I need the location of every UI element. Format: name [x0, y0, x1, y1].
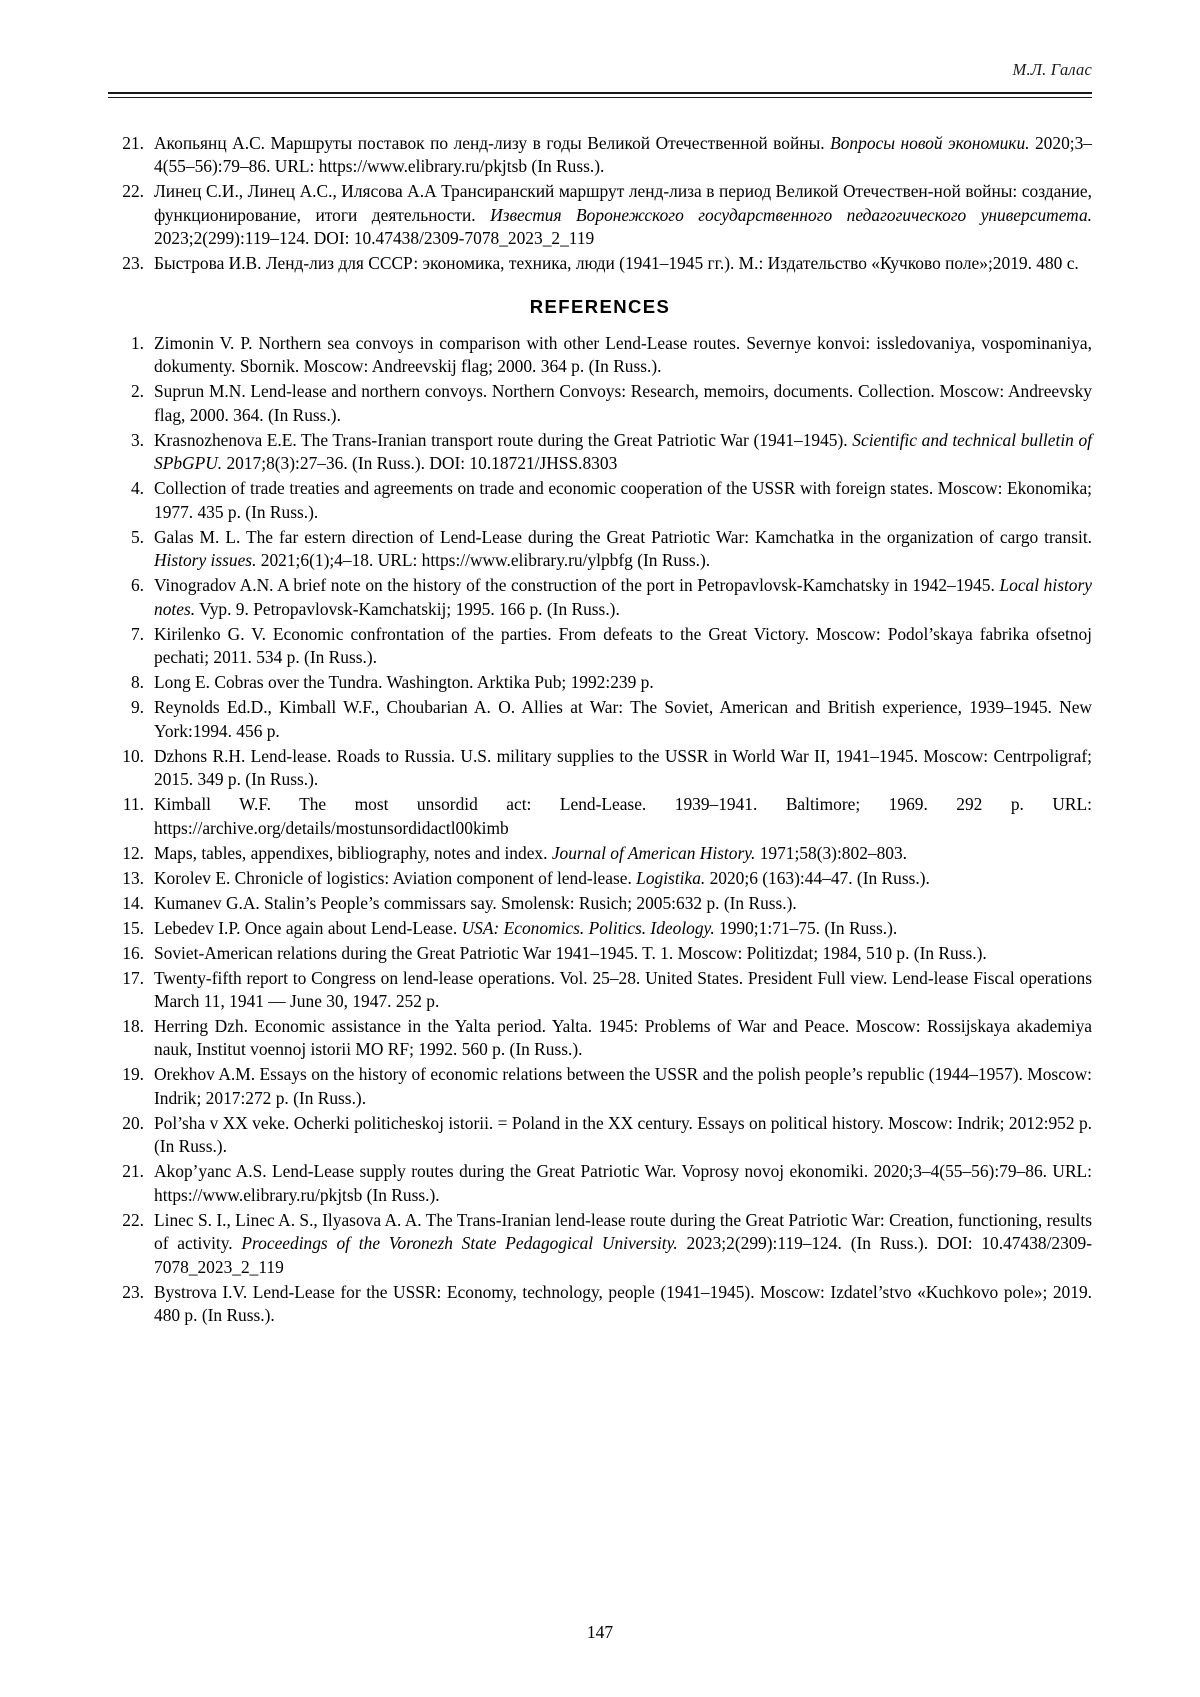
- reference-item: [108, 526, 1092, 573]
- reference-item: [108, 380, 1092, 427]
- reference-item: [108, 1063, 1092, 1110]
- reference-item: [108, 180, 1092, 250]
- reference-text: Collection of trade treaties and agreements on trade and economic cooperation of the USSR with foreign states. Moscow: Ekonomika; 1977. 435 p. (In Russ.).: [154, 478, 1092, 522]
- reference-text: Kimball W.F. The most unsordid act: Lend-Lease. 1939–1941. Baltimore; 1969. 292 p. URL: https://archive.org/details/mostunsordidactl00kimb: [154, 794, 1092, 838]
- reference-text: 2020;6 (163):44–47. (In Russ.).: [705, 867, 930, 888]
- reference-text: 2017;8(3):27–36. (In Russ.). DOI: 10.18721/JHSS.8303: [222, 453, 618, 474]
- reference-item: [108, 252, 1092, 275]
- english-references-list: [108, 332, 1092, 1328]
- reference-source-title: Вопросы новой экономики.: [830, 133, 1030, 153]
- reference-text: Krasnozhenova E.E. The Trans-Iranian transport route during the Great Patriotic War (1941–1945).: [154, 429, 853, 450]
- reference-number: 23.: [122, 1281, 144, 1302]
- reference-number: 10.: [122, 745, 144, 766]
- reference-text: Kirilenko G. V. Economic confrontation of the parties. From defeats to the Great Victory. Moscow: Podol’skaya fabrika ofsetnoj pechati; 2011. 534 p. (In Russ.).: [154, 623, 1092, 668]
- reference-source-title: Известия Воронежского государственного педагогического университета.: [490, 204, 1092, 225]
- reference-item: [108, 574, 1092, 621]
- reference-number: 15.: [122, 917, 144, 938]
- reference-item: [108, 429, 1092, 476]
- reference-text: Soviet-American relations during the Great Patriotic War 1941–1945. T. 1. Moscow: Politizdat; 1984, 510 p. (In Russ.).: [154, 942, 987, 963]
- reference-number: 23.: [122, 253, 144, 274]
- reference-text: Korolev E. Chronicle of logistics: Aviation component of lend-lease.: [154, 867, 637, 888]
- reference-item: [108, 942, 1092, 965]
- russian-references-list: [108, 132, 1092, 276]
- reference-number: 21.: [122, 133, 144, 153]
- reference-item: [108, 1112, 1092, 1159]
- reference-text: Быстрова И.В. Ленд-лиз для СССР: экономика, техника, люди (1941–1945 гг.). М.: Издательство «Кучково поле»;2019. 480 с.: [154, 253, 1079, 274]
- reference-text: Long E. Cobras over the Tundra. Washington. Arktika Pub; 1992:239 p.: [154, 672, 654, 693]
- reference-text: Bystrova I.V. Lend-Lease for the USSR: Economy, technology, people (1941–1945). Moscow: Izdatel’stvo «Kuchkovo pole»; 2019. 480 p. (In Russ.).: [154, 1281, 1092, 1326]
- reference-text: Vinogradov A.N. A brief note on the history of the construction of the port in Petropavlovsk-Kamchatsky in 1942–1945.: [154, 575, 1000, 596]
- reference-text: Pol’sha v XX veke. Ocherki politicheskoj istorii. = Poland in the XX century. Essays on political history. Moscow: Indrik; 2012:952 p. (In Russ.).: [154, 1112, 1092, 1157]
- reference-item: [108, 623, 1092, 670]
- reference-number: 9.: [130, 697, 144, 718]
- reference-text: 2020;3–4(55–56):79–86. URL: https://www.elibrary.ru/pkjtsb (In Russ.).: [154, 133, 1092, 177]
- reference-number: 7.: [130, 623, 144, 644]
- reference-source-title: USA: Economics. Politics. Ideology.: [461, 917, 715, 938]
- reference-number: 8.: [130, 672, 144, 693]
- reference-number: 18.: [122, 1015, 144, 1036]
- reference-text: Zimonin V. P. Northern sea convoys in comparison with other Lend-Lease routes. Severnye konvoi: issledovaniya, vospominaniya, dokumenty. Sbornik. Moscow: Andreevskij flag; 2000. 364 p. (In Russ.).: [154, 332, 1092, 377]
- reference-source-title: Logistika.: [636, 867, 706, 888]
- reference-item: [108, 917, 1092, 940]
- reference-number: 4.: [130, 478, 144, 499]
- reference-number: 17.: [122, 967, 144, 988]
- reference-source-title: Scientific and technical bulletin of SPbGPU.: [154, 429, 1092, 474]
- running-head: М.Л. Галас: [1012, 60, 1092, 79]
- reference-number: 20.: [122, 1112, 144, 1133]
- reference-text: 1990;1:71–75. (In Russ.).: [714, 917, 898, 938]
- reference-item: [108, 132, 1092, 179]
- reference-number: 19.: [122, 1064, 144, 1085]
- reference-item: [108, 967, 1092, 1014]
- reference-text: 1971;58(3):802–803.: [755, 842, 908, 863]
- reference-number: 5.: [130, 526, 144, 547]
- reference-text: Kumanev G.A. Stalin’s People’s commissars say. Smolensk: Rusich; 2005:632 p. (In Russ.).: [154, 892, 797, 913]
- reference-item: [108, 1281, 1092, 1328]
- reference-item: [108, 842, 1092, 865]
- reference-item: [108, 1209, 1092, 1279]
- reference-text: Linec S. I., Linec A. S., Ilyasova A. A. The Trans-Iranian lend-lease route during the Great Patriotic War: Creation, functioning, results of activity.: [154, 1209, 1092, 1254]
- reference-number: 2.: [130, 381, 144, 402]
- reference-text: Dzhons R.H. Lend-lease. Roads to Russia. U.S. military supplies to the USSR in World War II, 1941–1945. Moscow: Centrpoligraf; 2015. 349 p. (In Russ.).: [154, 745, 1092, 790]
- reference-item: [108, 332, 1092, 379]
- reference-text: Herring Dzh. Economic assistance in the Yalta period. Yalta. 1945: Problems of War and Peace. Moscow: Rossijskaya akademiya nauk, Institut voennoj istorii MO RF; 1992. 560 p. (In Russ.).: [154, 1015, 1092, 1060]
- reference-item: [108, 1160, 1092, 1207]
- reference-item: [108, 671, 1092, 694]
- reference-text: Akop’yanc A.S. Lend-Lease supply routes during the Great Patriotic War. Voprosy novoj ekonomiki. 2020;3–4(55–56):79–86. URL: https://www.elibrary.ru/pkjtsb (In Russ.).: [154, 1161, 1092, 1205]
- reference-text: Maps, tables, appendixes, bibliography, notes and index.: [154, 842, 552, 863]
- reference-text: Vyp. 9. Petropavlovsk-Kamchatskij; 1995. 166 p. (In Russ.).: [195, 598, 620, 619]
- reference-source-title: History issues.: [154, 550, 257, 571]
- reference-text: 2021;6(1);4–18. URL: https://www.elibrary.ru/ylpbfg (In Russ.).: [256, 550, 711, 571]
- reference-item: [108, 892, 1092, 915]
- reference-item: [108, 793, 1092, 840]
- reference-text: 2023;2(299):119–124. (In Russ.). DOI: 10.47438/2309-7078_2023_2_119: [154, 1233, 1092, 1277]
- reference-item: [108, 867, 1092, 890]
- reference-item: [108, 745, 1092, 792]
- reference-text: Lebedev I.P. Once again about Lend-Lease.: [154, 917, 462, 938]
- reference-item: [108, 1015, 1092, 1062]
- reference-number: 6.: [130, 575, 144, 596]
- reference-source-title: Journal of American History.: [551, 842, 756, 863]
- reference-text: Линец С.И., Линец А.С., Илясова А.А Трансиранский маршрут ленд-лиза в период Великой Отечествен-ной войны: создание, функционирование, итоги деятельности.: [154, 181, 1092, 225]
- reference-number: 22.: [122, 1209, 144, 1230]
- reference-text: Orekhov A.M. Essays on the history of economic relations between the USSR and the polish people’s republic (1944–1957). Moscow: Indrik; 2017:272 p. (In Russ.).: [154, 1064, 1092, 1108]
- page-number: 147: [586, 1622, 614, 1642]
- reference-number: 12.: [122, 842, 144, 863]
- reference-text: Twenty-fifth report to Congress on lend-lease operations. Vol. 25–28. United States. President Full view. Lend-lease Fiscal operations March 11, 1941 — June 30, 1947. 252 p.: [154, 967, 1092, 1011]
- reference-number: 13.: [122, 867, 144, 888]
- references-heading: REFERENCES: [529, 295, 671, 317]
- reference-text: Reynolds Ed.D., Kimball W.F., Choubarian A. O. Allies at War: The Soviet, American and British experience, 1939–1945. New York:1994. 456 p.: [154, 697, 1092, 741]
- reference-number: 16.: [122, 942, 144, 963]
- reference-number: 1.: [130, 332, 144, 353]
- reference-item: [108, 477, 1092, 524]
- reference-number: 3.: [130, 429, 144, 450]
- reference-item: [108, 696, 1092, 743]
- header-divider: [108, 92, 1092, 98]
- reference-number: 11.: [122, 794, 144, 815]
- reference-number: 22.: [122, 181, 144, 202]
- reference-text: Акопьянц А.С. Маршруты поставок по ленд-лизу в годы Великой Отечественной войны.: [154, 133, 831, 153]
- reference-number: 21.: [122, 1161, 144, 1182]
- reference-number: 14.: [122, 892, 144, 913]
- reference-text: Galas M. L. The far estern direction of Lend-Lease during the Great Patriotic War: Kamchatka in the organization of cargo transit.: [154, 526, 1092, 547]
- reference-source-title: Proceedings of the Voronezh State Pedagogical University.: [241, 1233, 678, 1254]
- reference-text: Suprun M.N. Lend-lease and northern convoys. Northern Convoys: Research, memoirs, documents. Collection. Moscow: Andreevsky flag, 2000. 364. (In Russ.).: [154, 381, 1092, 425]
- reference-text: 2023;2(299):119–124. DOI: 10.47438/2309-7078_2023_2_119: [154, 228, 595, 249]
- reference-source-title: Local history notes.: [154, 575, 1092, 619]
